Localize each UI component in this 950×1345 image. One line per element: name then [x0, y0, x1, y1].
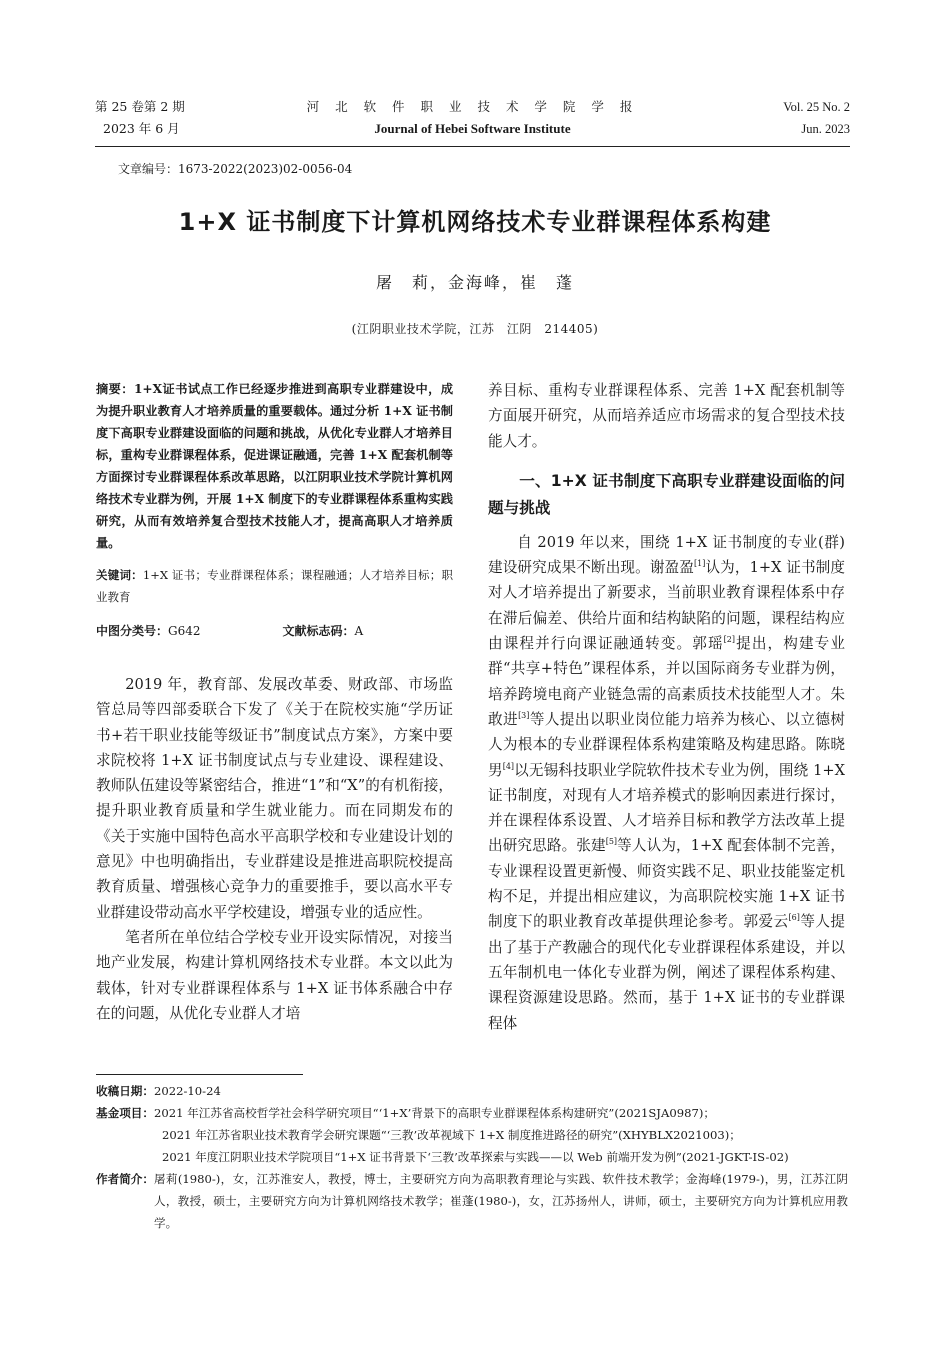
section-heading-1: 一、1+X 证书制度下高职专业群建设面临的问题与挑战 — [488, 471, 845, 517]
section-1-paragraph-1 — [488, 530, 845, 1036]
text-run: 认为，1+X 证书制度对人才培养提出了新要求，当前职业教育课程体系中存在滞后偏差、供给片面和结构缺陷的问题，课程结构应由课程并行向课证融通转变。郭瑶 — [488, 559, 845, 653]
doc-code-label: 文献标志码： — [282, 624, 355, 638]
received-label: 收稿日期： — [96, 1084, 154, 1098]
date-cn: 2023 年 6 月 — [103, 121, 180, 136]
right-column — [488, 378, 845, 1036]
keywords-text: 1+X 证书；专业群课程体系；课程融通；人才培养目标；职业教育 — [96, 568, 453, 604]
author-bio — [96, 1168, 848, 1234]
citation-5: [5] — [605, 837, 618, 847]
received-date — [96, 1080, 848, 1102]
footnotes — [96, 1080, 848, 1234]
clc-label: 中图分类号： — [96, 624, 169, 638]
author-bio-label: 作者简介： — [96, 1172, 154, 1186]
header-right — [783, 96, 850, 140]
text-run: 提出，构建专业群“共享+特色”课程体系，并以国际商务专业群为例，培养跨境电商产业链急需的高素质技术技能型人才。朱敢进 — [488, 635, 845, 728]
received-value: 2022-10-24 — [153, 1084, 221, 1098]
text-run: 等人认为，1+X 配套体制不完善，专业课程设置更新慢、师资实践不足、职业技能鉴定机构不足，并提出相应建议，为高职院校实施 1+X 证书制度下的职业教育改革提供理论参考。郭爱云 — [488, 837, 845, 931]
citation-2: [2] — [723, 635, 735, 645]
intro-paragraph-2-continued: 养目标、重构专业群课程体系、完善 1+X 配套机制等方面展开研究，从而培养适应市场需求的复合型技术技能人才。 — [488, 382, 845, 450]
citation-1: [1] — [693, 559, 706, 569]
header-rule — [95, 146, 850, 147]
affiliation: (江阴职业技术学院，江苏 江阴 214405) — [351, 322, 599, 336]
classification — [96, 620, 453, 642]
fund-project-1: 2021 年江苏省高校哲学社会科学研究项目“‘1+X’背景下的高职专业群课程体系构建研究”(2021SJA0987)； — [153, 1106, 715, 1120]
abstract — [96, 378, 453, 554]
volume-en: Vol. 25 No. 2 — [783, 100, 850, 114]
fund-project-2: 2021 年江苏省职业技术教育学会研究课题“‘三教’改革视域下 1+X 制度推进路径的研究”(XHYBLX2021003)； — [162, 1128, 741, 1142]
text-run: 自 2019 年以来，围绕 1+X 证书制度的专业(群)建设研究成果不断出现。谢盈盈 — [488, 533, 845, 577]
keywords — [96, 564, 453, 608]
fund-project-3: 2021 年度江阴职业技术学院项目“1+X 证书背景下‘三教’改革探索与实践——以 Web 前端开发为例”(2021-JGKT-IS-02) — [162, 1150, 789, 1164]
running-header — [95, 96, 850, 144]
intro-paragraph-1: 2019 年，教育部、发展改革委、财政部、市场监管总局等四部委联合下发了《关于在院校实施“学历证书+若干职业技能等级证书”制度试点方案》，方案中要求院校将 1+X 证书制度试点与专业建设、课程建设、教师队伍建设等紧密结合，推进“1”和“X”的有机衔接，提升职业教育质量和学生就业能力。而在同期发布的《关于实施中国特色高水平高职学校和专业建设计划的意见》中也明确指出，专业群建设是推进高职院校提高教育质量、增强核心竞争力的重要推手，要以高水平专业群建设带动高水平学校建设，增强专业的适应性。 — [96, 676, 453, 921]
article-number: 文章编号：1673-2022(2023)02-0056-04 — [118, 162, 353, 176]
clc-value: G642 — [168, 624, 201, 638]
journal-name-en: Journal of Hebei Software Institute — [374, 121, 571, 136]
text-run: 等人提出以职业岗位能力培养为核心、以立德树人为根本的专业群课程体系构建策略及构建思路。陈晓男 — [488, 710, 845, 779]
fund-label: 基金项目： — [96, 1106, 154, 1120]
intro-paragraph-2: 笔者所在单位结合学校专业开设实际情况，对接当地产业发展，构建计算机网络技术专业群。本文以此为载体，针对专业群课程体系与 1+X 证书体系融合中存在的问题，从优化专业群人才培 — [96, 928, 453, 1022]
issue-cn: 第 25 卷第 2 期 — [95, 99, 185, 114]
authors: 屠 莉，金海峰，崔 蓬 — [375, 273, 574, 292]
fund-projects — [96, 1102, 848, 1124]
keywords-label: 关键词： — [96, 568, 143, 582]
text-run: 等人提出了基于产教融合的现代化专业群课程体系建设，并以五年制机电一体化专业群为例，阐述了课程体系构建、课程资源建设思路。然而，基于 1+X 证书的专业群课程体 — [488, 913, 845, 1032]
author-bio-text: 屠莉(1980-)，女，江苏淮安人，教授，博士，主要研究方向为高职教育理论与实践、软件技术教学；金海峰(1979-)，男，江苏江阴人，教授，硕士，主要研究方向为计算机网络技术教学；崔蓬(1980-)，女，江苏扬州人，讲师，硕士，主要研究方向为计算机应用教学。 — [153, 1172, 848, 1230]
left-body — [96, 672, 453, 1026]
paper-title: 1+X 证书制度下计算机网络技术专业群课程体系构建 — [178, 208, 772, 236]
text-run: 以无锡科技职业学院软件技术专业为例，围绕 1+X证书制度，对现有人才培养模式的影响因素进行探讨，并在课程体系设置、人才培养目标和教学方法改革上提出研究思路。张建 — [488, 761, 845, 855]
citation-3: [3] — [518, 711, 530, 721]
header-center — [95, 96, 850, 140]
citation-4: [4] — [502, 761, 515, 771]
abstract-label: 摘要： — [96, 382, 134, 396]
date-en: Jun. 2023 — [801, 122, 850, 136]
footnote-rule — [96, 1074, 303, 1075]
abstract-text: 1+X证书试点工作已经逐步推进到高职专业群建设中，成为提升职业教育人才培养质量的重要载体。通过分析 1+X 证书制度下高职专业群建设面临的问题和挑战，从优化专业群人才培养目标，重构专业群课程体系，促进课证融通，完善 1+X 配套机制等方面探讨专业群课程体系改革思路，以江阴职业技术学院计算机网络技术专业群为例，开展 1+X 制度下的专业群课程体系重构实践研究，从而有效培养复合型技术技能人才，提高高职人才培养质量。 — [96, 382, 454, 550]
citation-6: [6] — [788, 913, 800, 923]
doc-code-value: A — [354, 624, 364, 638]
left-column — [96, 378, 453, 1026]
journal-name-cn: 河 北 软 件 职 业 技 术 学 院 学 报 — [306, 99, 639, 114]
